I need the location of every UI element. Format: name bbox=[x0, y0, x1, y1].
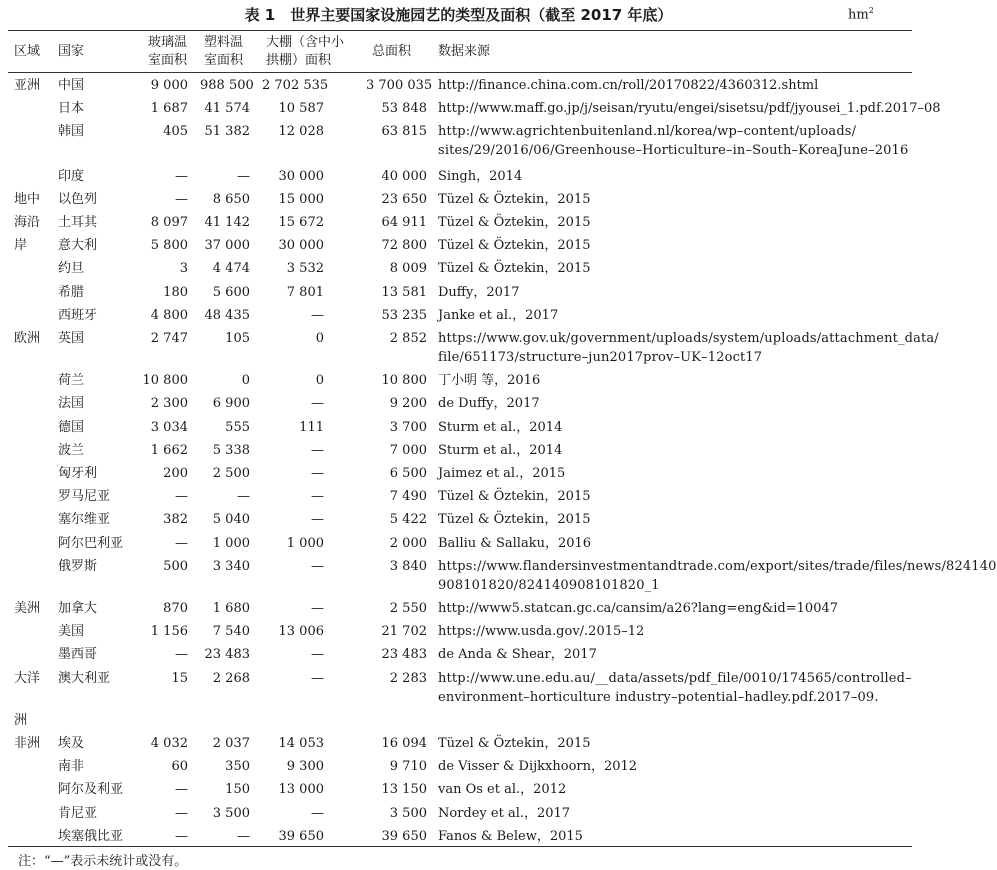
bottom-rule bbox=[8, 846, 912, 847]
cell-source: 丁小明 等，2016 bbox=[438, 373, 541, 389]
cell-tunnel: — bbox=[311, 805, 324, 821]
cell-total: 2 852 bbox=[389, 331, 427, 346]
cell-plastic: 37 000 bbox=[204, 238, 250, 254]
cell-tunnel: 111 bbox=[299, 419, 324, 435]
cell-tunnel: 1 000 bbox=[286, 535, 324, 551]
cell-source: http://www5.statcan.gc.ca/cansim/a26?lang=eng&id=10047 bbox=[438, 601, 839, 616]
cell-country: 德国 bbox=[58, 419, 85, 435]
cell-source: Janke et al.，2017 bbox=[438, 307, 559, 323]
cell-plastic: 150 bbox=[225, 782, 250, 798]
cell-source: environment–horticulture industry–potential–hadley.pdf.2017–09. bbox=[438, 689, 879, 705]
cell-region: 地中 bbox=[14, 191, 41, 207]
cell-source: Tüzel & Öztekin，2015 bbox=[438, 191, 591, 207]
cell-country: 波兰 bbox=[58, 442, 85, 458]
cell-tunnel: 15 000 bbox=[278, 191, 324, 207]
cell-plastic: 41 142 bbox=[204, 215, 250, 230]
cell-country: 澳大利亚 bbox=[58, 670, 111, 686]
cell-glass: 200 bbox=[163, 466, 188, 481]
cell-country: 阿尔及利亚 bbox=[58, 782, 124, 798]
cell-plastic: 1 000 bbox=[212, 535, 250, 551]
cell-source: http://finance.china.com.cn/roll/20170822/4360312.shtml bbox=[438, 78, 819, 93]
cell-total: 3 840 bbox=[389, 558, 427, 574]
cell-total: 9 710 bbox=[389, 759, 427, 775]
cell-glass: 3 bbox=[179, 261, 188, 277]
cell-country: 南非 bbox=[58, 759, 85, 775]
cell-country: 俄罗斯 bbox=[58, 558, 98, 574]
cell-tunnel: — bbox=[311, 307, 324, 323]
header-plastic-line1: 塑料温 bbox=[204, 35, 244, 50]
cell-source: Fanos & Belew，2015 bbox=[438, 828, 583, 844]
cell-tunnel: 30 000 bbox=[278, 238, 324, 254]
cell-glass: 3 034 bbox=[150, 419, 188, 435]
cell-plastic: — bbox=[237, 168, 250, 184]
cell-country: 以色列 bbox=[58, 191, 98, 207]
cell-total: 3 500 bbox=[389, 805, 427, 821]
cell-source: Tüzel & Öztekin，2015 bbox=[438, 261, 591, 277]
cell-tunnel: 39 650 bbox=[278, 828, 324, 844]
cell-glass: 15 bbox=[171, 670, 188, 686]
table-caption: 表 1 世界主要国家设施园艺的类型及面积（截至 2017 年底） bbox=[244, 6, 673, 24]
cell-region: 海沿 bbox=[14, 215, 41, 230]
cell-plastic: 5 600 bbox=[212, 284, 250, 300]
cell-source: Sturm et al.，2014 bbox=[438, 442, 563, 458]
unit-label: $hm^2$ bbox=[848, 6, 874, 23]
cell-region: 美洲 bbox=[14, 601, 41, 616]
cell-glass: — bbox=[175, 489, 188, 505]
cell-country: 西班牙 bbox=[58, 307, 98, 323]
cell-plastic: 2 268 bbox=[212, 670, 250, 686]
cell-glass: 1 156 bbox=[150, 624, 188, 640]
cell-country: 印度 bbox=[58, 168, 85, 184]
cell-source: Tüzel & Öztekin，2015 bbox=[438, 489, 591, 505]
cell-total: 63 815 bbox=[381, 124, 427, 140]
cell-source: https://www.flandersinvestmentandtrade.com/export/sites/trade/files/news/824140 bbox=[438, 558, 997, 574]
cell-source: Singh，2014 bbox=[438, 168, 523, 184]
cell-source: Tüzel & Öztekin，2015 bbox=[438, 736, 591, 751]
cell-country: 法国 bbox=[58, 396, 85, 412]
cell-tunnel: — bbox=[311, 647, 324, 663]
cell-total: 3 700 035 bbox=[366, 78, 433, 93]
cell-tunnel: 9 300 bbox=[286, 759, 324, 775]
cell-tunnel: 0 bbox=[315, 331, 324, 346]
cell-tunnel: 14 053 bbox=[278, 736, 324, 751]
cell-tunnel: 13 000 bbox=[278, 782, 324, 798]
cell-tunnel: 0 bbox=[315, 373, 324, 389]
cell-glass: 1 662 bbox=[150, 442, 188, 458]
cell-tunnel: — bbox=[311, 396, 324, 412]
cell-source: de Duffy，2017 bbox=[438, 396, 540, 412]
cell-glass: 60 bbox=[171, 759, 188, 775]
cell-glass: — bbox=[175, 647, 188, 663]
cell-glass: 4 032 bbox=[150, 736, 188, 751]
cell-total: 2 000 bbox=[389, 535, 427, 551]
header-tunnel-line1: 大棚（含中小 bbox=[266, 35, 345, 50]
cell-tunnel: — bbox=[311, 442, 324, 458]
cell-glass: — bbox=[175, 191, 188, 207]
header-glass-line2: 室面积 bbox=[148, 53, 188, 68]
cell-glass: — bbox=[175, 828, 188, 844]
cell-plastic: 6 900 bbox=[212, 396, 250, 412]
cell-tunnel: 7 801 bbox=[286, 284, 324, 300]
cell-source: file/651173/structure–jun2017prov–UK–12oct17 bbox=[438, 350, 763, 365]
cell-source: Balliu & Sallaku，2016 bbox=[438, 535, 592, 551]
cell-total: 53 235 bbox=[381, 307, 427, 323]
cell-total: 13 150 bbox=[381, 782, 427, 798]
cell-total: 7 490 bbox=[389, 489, 427, 505]
cell-country: 英国 bbox=[58, 331, 85, 346]
cell-region: 非洲 bbox=[14, 736, 41, 751]
cell-tunnel: 3 532 bbox=[286, 261, 324, 277]
top-rule bbox=[8, 30, 912, 31]
cell-glass: 5 800 bbox=[150, 238, 188, 254]
cell-country: 韩国 bbox=[58, 124, 85, 140]
cell-tunnel: — bbox=[311, 466, 324, 481]
cell-plastic: 350 bbox=[225, 759, 250, 775]
cell-plastic: 5 040 bbox=[212, 512, 250, 528]
cell-total: 39 650 bbox=[381, 828, 427, 844]
header-tunnel-line2: 拱棚）面积 bbox=[266, 53, 332, 68]
cell-total: 13 581 bbox=[381, 284, 427, 300]
cell-plastic: 3 340 bbox=[212, 558, 250, 574]
cell-glass: — bbox=[175, 805, 188, 821]
cell-country: 肯尼亚 bbox=[58, 805, 98, 821]
cell-country: 埃及 bbox=[58, 736, 85, 751]
cell-source: Tüzel & Öztekin，2015 bbox=[438, 215, 591, 230]
cell-plastic: — bbox=[237, 828, 250, 844]
cell-tunnel: 30 000 bbox=[278, 168, 324, 184]
header-country: 国家 bbox=[58, 44, 85, 59]
cell-country: 约旦 bbox=[58, 261, 85, 277]
cell-total: 53 848 bbox=[381, 101, 427, 117]
cell-country: 意大利 bbox=[58, 238, 98, 254]
cell-total: 72 800 bbox=[381, 238, 427, 254]
cell-plastic: — bbox=[237, 489, 250, 505]
cell-total: 2 550 bbox=[389, 601, 427, 616]
cell-glass: 2 747 bbox=[150, 331, 188, 346]
cell-source: http://www.une.edu.au/__data/assets/pdf_file/0010/174565/controlled– bbox=[438, 670, 912, 686]
cell-plastic: 105 bbox=[225, 331, 250, 346]
cell-plastic: 555 bbox=[225, 419, 250, 435]
cell-plastic: 23 483 bbox=[204, 647, 250, 663]
cell-plastic: 5 338 bbox=[212, 442, 250, 458]
cell-glass: 9 000 bbox=[150, 78, 188, 93]
cell-glass: — bbox=[175, 782, 188, 798]
cell-total: 23 650 bbox=[381, 191, 427, 207]
cell-country: 荷兰 bbox=[58, 373, 85, 389]
cell-glass: 180 bbox=[163, 284, 188, 300]
table-note: 注：“—”表示未统计或没有。 bbox=[18, 854, 188, 869]
header-plastic-line2: 室面积 bbox=[204, 53, 244, 68]
cell-total: 6 500 bbox=[389, 466, 427, 481]
cell-tunnel: — bbox=[311, 670, 324, 686]
cell-source: Duffy，2017 bbox=[438, 284, 520, 300]
cell-plastic: 2 037 bbox=[212, 736, 250, 751]
cell-total: 16 094 bbox=[381, 736, 427, 751]
header-glass-line1: 玻璃温 bbox=[148, 35, 188, 50]
cell-source: 908101820/824140908101820_1 bbox=[438, 577, 660, 593]
cell-plastic: 4 474 bbox=[212, 261, 250, 277]
cell-glass: 870 bbox=[163, 601, 188, 616]
cell-plastic: 1 680 bbox=[212, 601, 250, 616]
cell-tunnel: — bbox=[311, 601, 324, 616]
cell-source: Tüzel & Öztekin，2015 bbox=[438, 238, 591, 254]
cell-total: 40 000 bbox=[381, 168, 427, 184]
cell-plastic: 48 435 bbox=[204, 307, 250, 323]
cell-country: 匈牙利 bbox=[58, 466, 98, 481]
cell-total: 10 800 bbox=[381, 373, 427, 389]
cell-source: de Visser & Dijkxhoorn，2012 bbox=[438, 759, 638, 775]
cell-source: van Os et al.，2012 bbox=[438, 782, 567, 798]
cell-tunnel: 15 672 bbox=[278, 215, 324, 230]
cell-plastic: 988 500 bbox=[200, 78, 254, 93]
cell-glass: 10 800 bbox=[142, 373, 188, 389]
cell-plastic: 0 bbox=[241, 373, 250, 389]
cell-source: http://www.maff.go.jp/j/seisan/ryutu/engei/sisetsu/pdf/jyousei_1.pdf.2017–08 bbox=[438, 101, 941, 117]
cell-total: 2 283 bbox=[389, 670, 427, 686]
cell-region: 亚洲 bbox=[14, 78, 41, 93]
cell-tunnel: 2 702 535 bbox=[262, 78, 329, 93]
cell-plastic: 2 500 bbox=[212, 466, 250, 481]
cell-plastic: 3 500 bbox=[212, 805, 250, 821]
cell-source: sites/29/2016/06/Greenhouse–Horticulture–in–South–KoreaJune–2016 bbox=[438, 143, 909, 159]
cell-glass: 1 687 bbox=[150, 101, 188, 117]
cell-source: https://www.gov.uk/government/uploads/system/uploads/attachment_data/ bbox=[438, 331, 939, 346]
cell-source: Nordey et al.，2017 bbox=[438, 805, 571, 821]
cell-total: 9 200 bbox=[389, 396, 427, 412]
cell-tunnel: — bbox=[311, 489, 324, 505]
cell-region: 洲 bbox=[14, 712, 28, 728]
cell-glass: 4 800 bbox=[150, 307, 188, 323]
cell-region: 欧洲 bbox=[14, 331, 41, 346]
cell-source: http://www.agrichtenbuitenland.nl/korea/wp–content/uploads/ bbox=[438, 124, 857, 140]
cell-source: de Anda & Shear，2017 bbox=[438, 647, 597, 663]
cell-plastic: 7 540 bbox=[212, 624, 250, 640]
cell-glass: — bbox=[175, 535, 188, 551]
cell-country: 土耳其 bbox=[58, 215, 98, 230]
cell-tunnel: — bbox=[311, 558, 324, 574]
cell-total: 5 422 bbox=[389, 512, 427, 528]
cell-plastic: 51 382 bbox=[204, 124, 250, 140]
cell-country: 美国 bbox=[58, 624, 85, 640]
cell-region: 大洋 bbox=[14, 670, 41, 686]
cell-country: 罗马尼亚 bbox=[58, 489, 111, 505]
cell-glass: 405 bbox=[163, 124, 188, 140]
cell-total: 3 700 bbox=[389, 419, 427, 435]
cell-total: 64 911 bbox=[381, 215, 427, 230]
cell-glass: 382 bbox=[163, 512, 188, 528]
header-region: 区域 bbox=[14, 44, 41, 59]
cell-plastic: 41 574 bbox=[204, 101, 250, 117]
cell-region: 岸 bbox=[14, 238, 28, 254]
cell-total: 21 702 bbox=[381, 624, 427, 640]
cell-glass: — bbox=[175, 168, 188, 184]
cell-tunnel: 13 006 bbox=[278, 624, 324, 640]
cell-tunnel: 10 587 bbox=[278, 101, 324, 117]
cell-country: 埃塞俄比亚 bbox=[58, 828, 124, 844]
cell-tunnel: 12 028 bbox=[278, 124, 324, 140]
cell-source: Sturm et al.，2014 bbox=[438, 419, 563, 435]
cell-total: 8 009 bbox=[389, 261, 427, 277]
cell-glass: 500 bbox=[163, 558, 188, 574]
cell-country: 中国 bbox=[58, 78, 85, 93]
cell-source: Jaimez et al.，2015 bbox=[438, 466, 566, 481]
header-rule bbox=[8, 72, 912, 73]
header-source: 数据来源 bbox=[438, 44, 491, 59]
cell-total: 23 483 bbox=[381, 647, 427, 663]
cell-country: 日本 bbox=[58, 101, 85, 117]
header-total: 总面积 bbox=[372, 44, 412, 59]
cell-tunnel: — bbox=[311, 512, 324, 528]
cell-plastic: 8 650 bbox=[212, 191, 250, 207]
cell-source: https://www.usda.gov/.2015–12 bbox=[438, 624, 645, 640]
cell-glass: 2 300 bbox=[150, 396, 188, 412]
cell-total: 7 000 bbox=[389, 442, 427, 458]
cell-country: 塞尔维亚 bbox=[58, 512, 111, 528]
cell-source: Tüzel & Öztekin，2015 bbox=[438, 512, 591, 528]
cell-country: 希腊 bbox=[58, 284, 85, 300]
cell-country: 加拿大 bbox=[58, 601, 98, 616]
cell-country: 阿尔巴利亚 bbox=[58, 535, 124, 551]
cell-country: 墨西哥 bbox=[58, 647, 98, 663]
cell-glass: 8 097 bbox=[150, 215, 188, 230]
